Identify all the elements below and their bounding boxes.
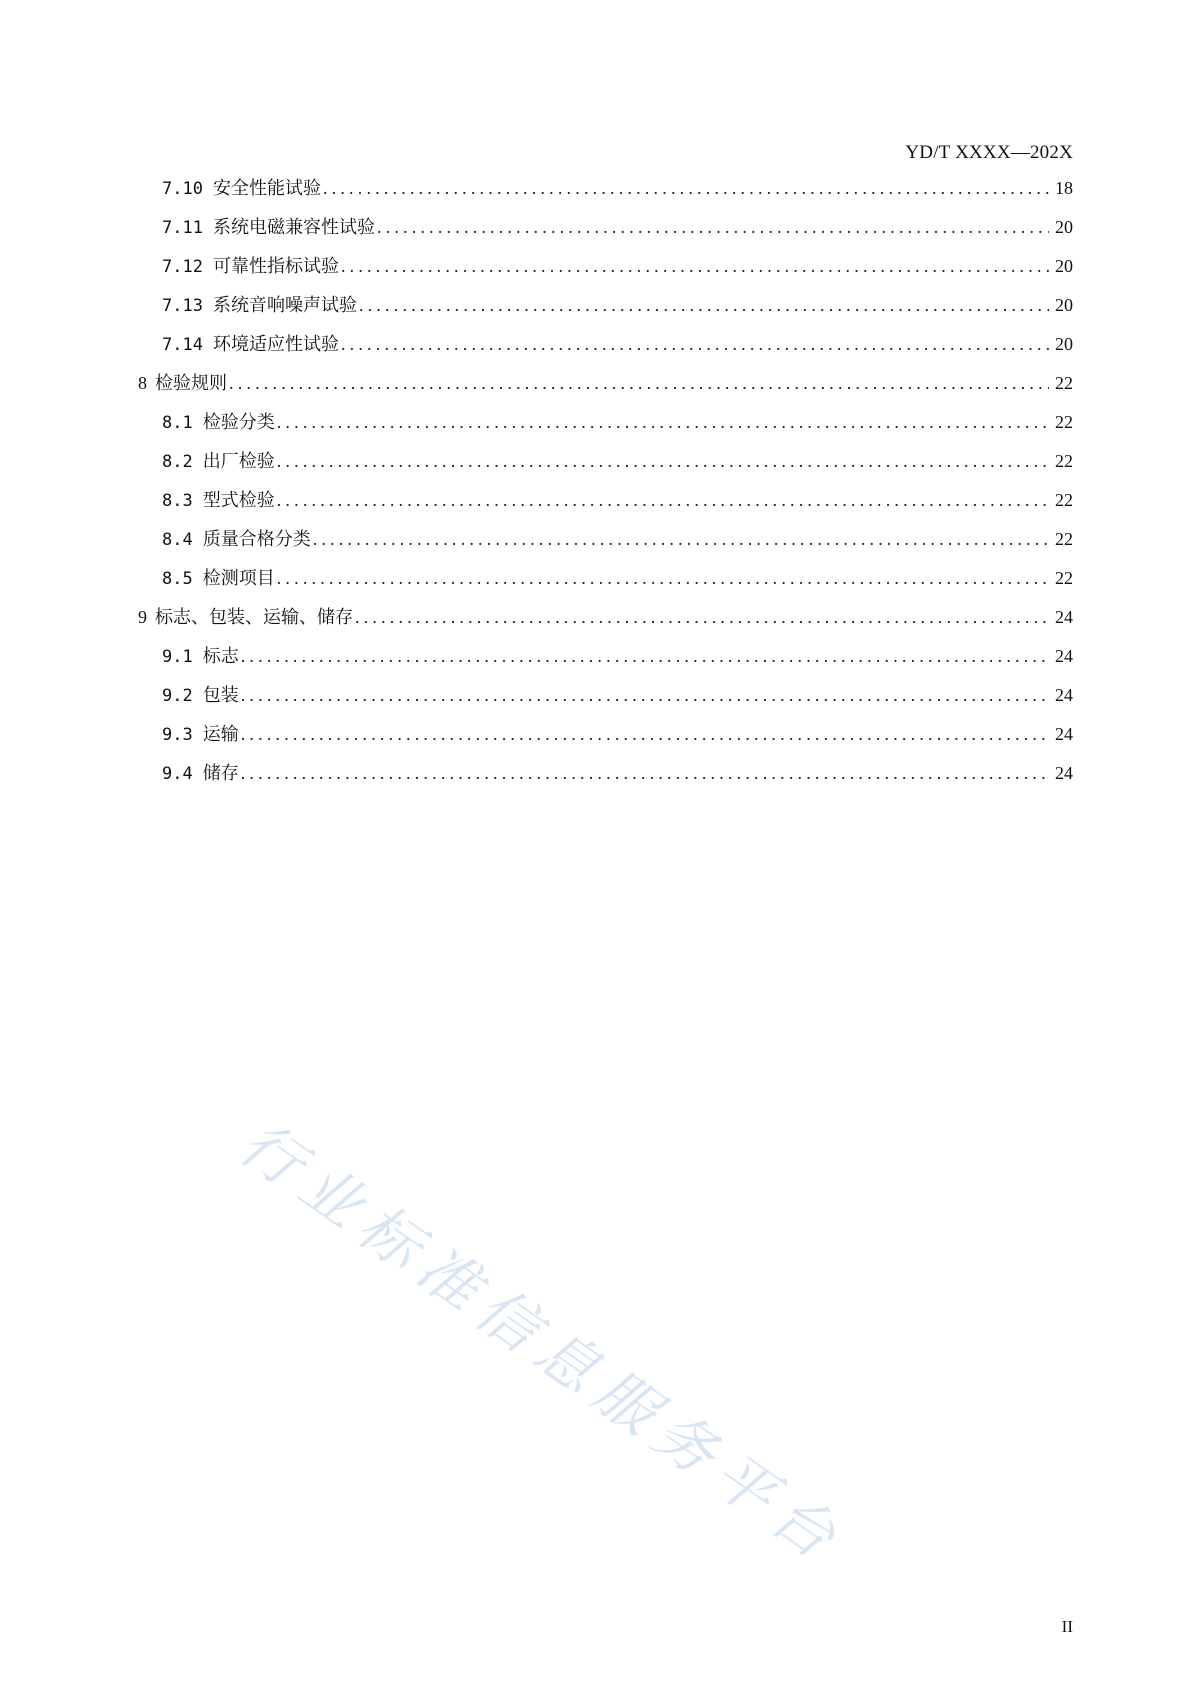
toc-entry-page: 20 xyxy=(1055,295,1073,315)
toc-entry[interactable] xyxy=(138,252,1073,291)
toc-entry[interactable] xyxy=(138,174,1073,213)
toc-entry-page: 22 xyxy=(1055,529,1073,549)
toc-dot-leader xyxy=(241,724,1049,745)
toc-entry-number: 9.1 xyxy=(162,647,193,667)
toc-entry-page: 18 xyxy=(1055,178,1073,198)
toc-entry-number: 9.4 xyxy=(162,764,193,784)
toc-entry[interactable] xyxy=(138,603,1073,642)
toc-entry-title: 包装 xyxy=(202,685,239,706)
toc-entry-page: 24 xyxy=(1055,724,1073,744)
toc-entry-title: 系统电磁兼容性试验 xyxy=(212,217,375,238)
toc-entry-number: 8.3 xyxy=(162,491,193,511)
toc-dot-leader xyxy=(277,451,1049,472)
toc-entry[interactable] xyxy=(138,642,1073,681)
watermark: 行业标准信息服务平台 xyxy=(227,1108,857,1579)
toc-entry[interactable] xyxy=(138,213,1073,252)
toc-dot-leader xyxy=(277,490,1049,511)
toc-entry-title: 检验分类 xyxy=(202,412,275,433)
toc-entry-page: 20 xyxy=(1055,256,1073,276)
page-number: II xyxy=(1061,1617,1073,1636)
toc-entry-title: 系统音响噪声试验 xyxy=(212,295,357,316)
document-code: YD/T XXXX—202X xyxy=(905,142,1073,163)
toc-entry-page: 22 xyxy=(1055,451,1073,471)
toc-entry-page: 24 xyxy=(1055,607,1073,627)
toc-entry-number: 7.10 xyxy=(162,179,203,199)
toc-dot-leader xyxy=(341,334,1049,355)
toc-entry-page: 20 xyxy=(1055,217,1073,237)
toc-entry-title: 质量合格分类 xyxy=(202,529,311,550)
toc-entry-number: 9.2 xyxy=(162,686,193,706)
toc-entry[interactable] xyxy=(138,525,1073,564)
toc-entry-page: 22 xyxy=(1055,373,1073,393)
toc-entry-page: 24 xyxy=(1055,646,1073,666)
toc-dot-leader xyxy=(313,529,1049,550)
toc-entry-number: 8 xyxy=(138,373,147,393)
toc-entry[interactable] xyxy=(138,408,1073,447)
toc-entry[interactable] xyxy=(138,759,1073,798)
toc-entry-title: 标志 xyxy=(202,646,239,667)
toc-entry-title: 安全性能试验 xyxy=(212,178,321,199)
toc-dot-leader xyxy=(277,568,1049,589)
toc-entry-title: 标志、包装、运输、储存 xyxy=(155,607,353,628)
toc-dot-leader xyxy=(359,295,1049,316)
toc-entry[interactable] xyxy=(138,681,1073,720)
toc-dot-leader xyxy=(323,178,1049,199)
toc-entry-title: 检验规则 xyxy=(155,373,227,394)
toc-dot-leader xyxy=(229,373,1049,394)
toc-dot-leader xyxy=(377,217,1049,238)
toc-entry-number: 7.13 xyxy=(162,296,203,316)
toc-entry[interactable] xyxy=(138,447,1073,486)
toc-entry-number: 7.12 xyxy=(162,257,203,277)
toc-entry-title: 型式检验 xyxy=(202,490,275,511)
toc-entry-number: 7.11 xyxy=(162,218,203,238)
toc-dot-leader xyxy=(355,607,1049,628)
toc-entry-title: 运输 xyxy=(202,724,239,745)
toc-dot-leader xyxy=(241,646,1049,667)
toc-entry-title: 出厂检验 xyxy=(202,451,275,472)
toc-entry-title: 可靠性指标试验 xyxy=(212,256,339,277)
toc-dot-leader xyxy=(241,763,1049,784)
toc-entry-number: 8.5 xyxy=(162,569,193,589)
toc-entry[interactable] xyxy=(138,369,1073,408)
toc-entry-page: 22 xyxy=(1055,490,1073,510)
toc-entry-number: 8.4 xyxy=(162,530,193,550)
toc-entry[interactable] xyxy=(138,564,1073,603)
toc-dot-leader xyxy=(341,256,1049,277)
toc-entry[interactable] xyxy=(138,291,1073,330)
toc-dot-leader xyxy=(277,412,1049,433)
toc-entry-number: 8.1 xyxy=(162,413,193,433)
toc-entry-page: 22 xyxy=(1055,412,1073,432)
toc-entry-number: 9.3 xyxy=(162,725,193,745)
toc-entry-title: 储存 xyxy=(202,763,239,784)
toc-entry-number: 8.2 xyxy=(162,452,193,472)
toc-entry[interactable] xyxy=(138,486,1073,525)
toc-entry-number: 7.14 xyxy=(162,335,203,355)
toc-entry-page: 20 xyxy=(1055,334,1073,354)
toc-entry[interactable] xyxy=(138,330,1073,369)
table-of-contents xyxy=(138,174,1073,798)
toc-entry-page: 24 xyxy=(1055,763,1073,783)
toc-dot-leader xyxy=(241,685,1049,706)
toc-entry-title: 环境适应性试验 xyxy=(212,334,339,355)
toc-entry-number: 9 xyxy=(138,607,147,627)
toc-entry-page: 24 xyxy=(1055,685,1073,705)
toc-entry-title: 检测项目 xyxy=(202,568,275,589)
toc-entry[interactable] xyxy=(138,720,1073,759)
toc-entry-page: 22 xyxy=(1055,568,1073,588)
